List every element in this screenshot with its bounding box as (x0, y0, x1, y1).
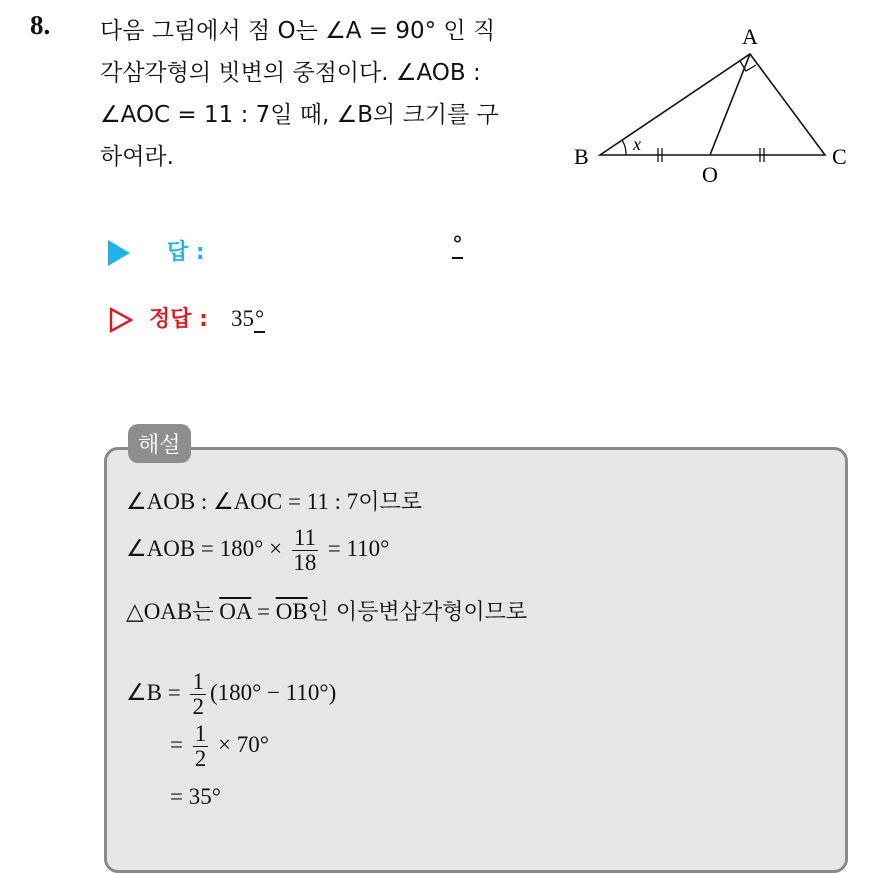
correct-label: 정답 : (149, 307, 208, 332)
label-c: C (832, 144, 847, 169)
question-text (100, 10, 550, 178)
triangle-figure (570, 22, 860, 192)
outline-triangle-icon (108, 306, 134, 334)
math-text: ∠AOB : ∠AOC = 11 : 7 (126, 489, 359, 514)
korean-text: 인 이등변삼각형이므로 (307, 600, 528, 625)
question-number: 8. (30, 10, 51, 40)
right-angle-mark (740, 61, 756, 71)
median-ao (710, 54, 750, 155)
fraction (190, 670, 206, 719)
numerator: 1 (192, 669, 204, 694)
denominator: 18 (293, 550, 317, 576)
math-text: ∠AOB = 180° × (126, 535, 283, 561)
numerator: 11 (293, 525, 316, 550)
equals-sign: = (256, 599, 270, 624)
math-text: △OAB (126, 599, 193, 624)
answer-row (108, 235, 205, 266)
korean-text: 는 (192, 600, 214, 625)
segment-oa: $\overline{OA}$ (219, 599, 252, 624)
correct-value (231, 306, 265, 331)
fraction (292, 526, 318, 575)
korean-text: 이므로 (358, 490, 423, 515)
question-line: 하여라. (100, 144, 174, 170)
answer-label: 답 : (167, 240, 205, 265)
correct-unit: ° (254, 306, 265, 331)
explanation-line-4 (126, 670, 336, 719)
explanation-line-3 (126, 595, 527, 626)
angle-b-arc (622, 140, 626, 155)
denominator: 2 (194, 746, 207, 772)
numerator: 1 (194, 721, 207, 746)
label-b: B (574, 144, 589, 169)
explanation-line-1 (126, 485, 422, 516)
math-text: ∠B = (126, 679, 181, 705)
explanation-tag: 해설 (128, 424, 191, 463)
explanation-line-5 (170, 722, 269, 771)
math-text: = 110° (327, 535, 390, 561)
play-triangle-icon (108, 240, 130, 266)
answer-input[interactable]: ° (452, 233, 463, 258)
label-a: A (742, 24, 758, 49)
math-text: × 70° (217, 731, 269, 757)
correct-number: 35 (230, 306, 254, 331)
correct-answer-row (108, 302, 265, 334)
question-line: ∠AOC = 11 : 7일 때, ∠B의 크기를 구 (100, 102, 499, 128)
explanation-line-2 (126, 526, 389, 575)
math-text: (180° − 110°) (209, 679, 337, 705)
math-text: = (170, 731, 183, 757)
segment-ob: $\overline{OB}$ (275, 599, 308, 624)
denominator: 2 (192, 694, 204, 720)
fraction (193, 722, 209, 771)
question-line: 다음 그림에서 점 O는 ∠A = 90° 인 직 (100, 18, 496, 44)
explanation-line-6 (170, 784, 221, 810)
question-line: 각삼각형의 빗변의 중점이다. ∠AOB : (100, 60, 481, 86)
math-text: = 35° (170, 784, 221, 809)
label-o: O (702, 162, 718, 187)
label-x: x (633, 134, 641, 154)
